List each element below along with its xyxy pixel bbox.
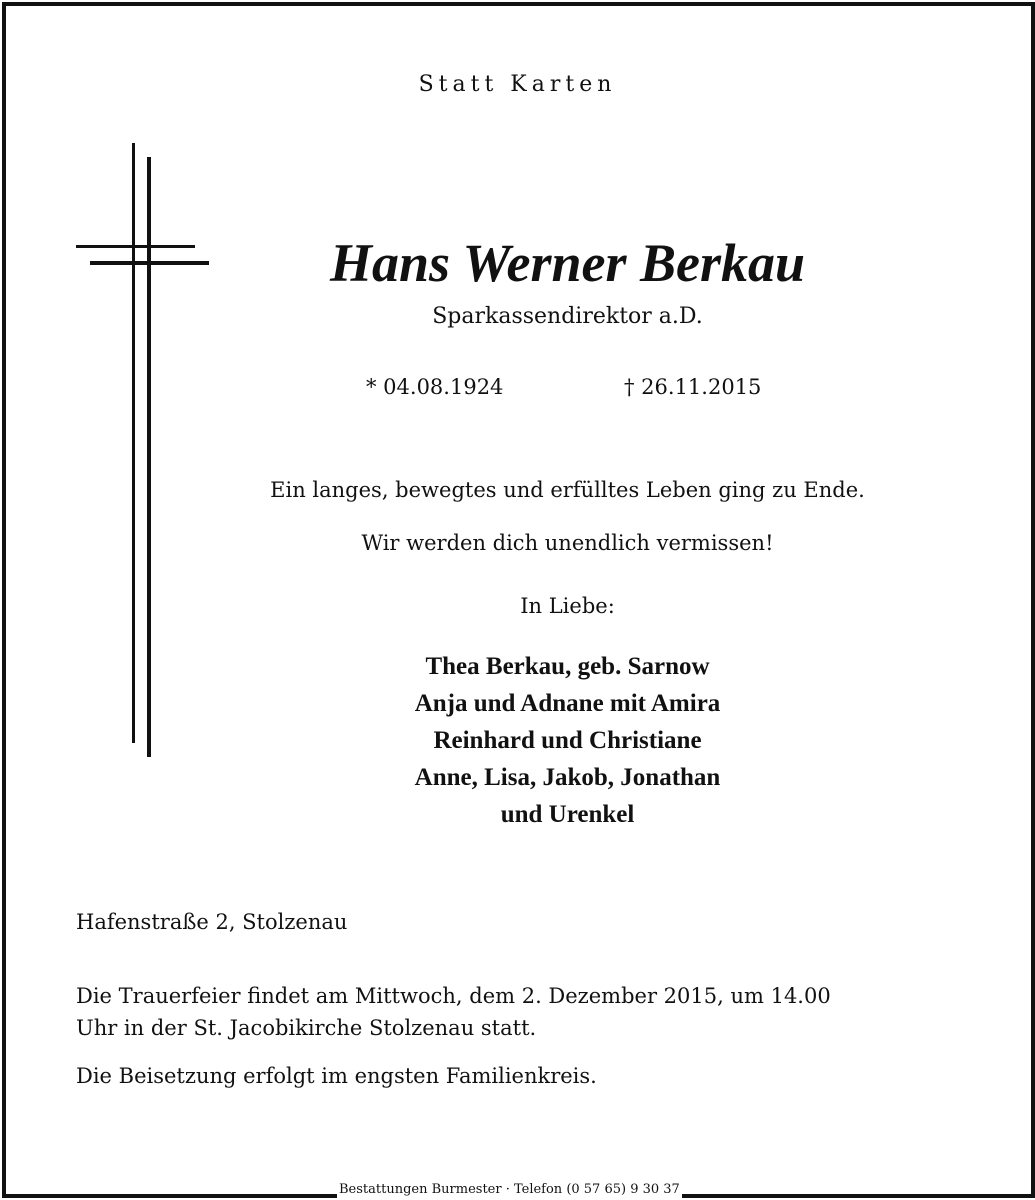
service-info [76, 980, 831, 1044]
header-statt-karten: Statt Karten [418, 72, 617, 97]
in-love-label: In Liebe: [520, 594, 615, 618]
family-member: Reinhard und Christiane [433, 727, 702, 754]
family-member: und Urenkel [500, 801, 635, 828]
footer-funeral-home: Bestattungen Burmester · Telefon (0 57 65) 9 30 37 [339, 1182, 680, 1197]
family-member: Anne, Lisa, Jakob, Jonathan [414, 764, 721, 791]
service-line-2: Uhr in der St. Jacobikirche Stolzenau statt. [76, 1016, 537, 1040]
message-line-2: Wir werden dich unendlich vermissen! [361, 531, 774, 555]
service-line-1: Die Trauerfeier findet am Mittwoch, dem 2. Dezember 2015, um 14.00 [76, 984, 831, 1008]
deceased-title: Sparkassendirektor a.D. [432, 304, 703, 329]
family-member: Thea Berkau, geb. Sarnow [425, 653, 710, 680]
family-list [50, 648, 1035, 833]
family-member: Anja und Adnane mit Amira [414, 690, 721, 717]
message-line-1: Ein langes, bewegtes und erfülltes Leben ging zu Ende. [270, 478, 865, 502]
burial-info: Die Beisetzung erfolgt im engsten Familienkreis. [76, 1064, 597, 1088]
address: Hafenstraße 2, Stolzenau [76, 910, 348, 934]
deceased-name: Hans Werner Berkau [329, 233, 806, 293]
death-date: † 26.11.2015 [624, 375, 762, 399]
birth-date: * 04.08.1924 [366, 375, 504, 399]
